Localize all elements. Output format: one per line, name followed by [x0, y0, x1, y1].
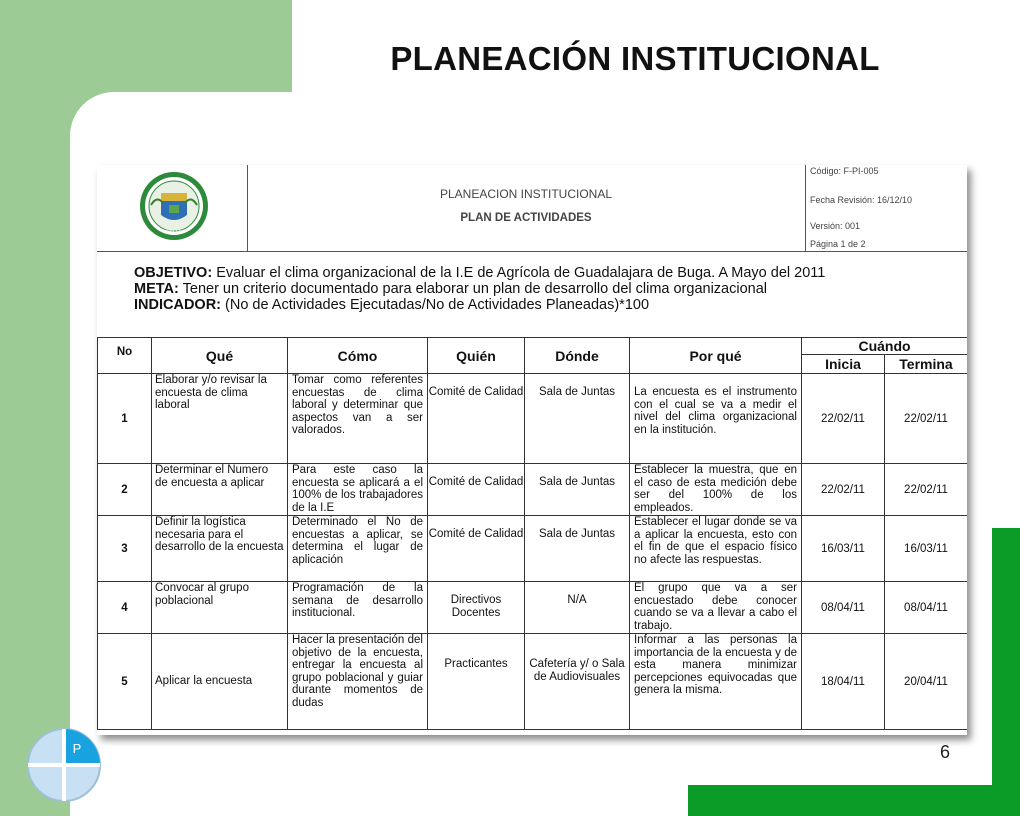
pagina-text: Página 1 de 2	[810, 239, 866, 249]
row-porque: Informar a las personas la importancia de la encuesta y de esta manera minimizar percepciones equivocadas que genera la misma.	[630, 634, 802, 730]
row-porque: El grupo que va a ser encuestado debe conocer cuando se va a llevar a cabo el trabajo.	[630, 582, 802, 634]
row-que: Convocar al grupo poblacional	[152, 582, 288, 634]
seal-bottom-text: VALLE	[166, 229, 182, 235]
document-header	[97, 165, 967, 252]
row-inicia: 22/02/11	[802, 464, 885, 516]
row-no: 1	[98, 374, 152, 464]
row-que: Aplicar la encuesta	[152, 634, 288, 730]
row-quien: Practicantes	[428, 634, 525, 730]
header-meta-cell	[805, 165, 967, 251]
table-row	[98, 516, 968, 582]
row-inicia: 08/04/11	[802, 582, 885, 634]
row-quien: Comité de Calidad	[428, 516, 525, 582]
row-donde: Sala de Juntas	[525, 516, 630, 582]
row-que: Elaborar y/o revisar la encuesta de clima laboral	[152, 374, 288, 464]
header-como: Cómo	[288, 338, 428, 374]
row-quien: Comité de Calidad	[428, 374, 525, 464]
indicador-text: (No de Actividades Ejecutadas/No de Actividades Planeadas)*100	[225, 297, 650, 313]
row-que: Definir la logística necesaria para el desarrollo de la encuesta	[152, 516, 288, 582]
slide-title: PLANEACIÓN INSTITUCIONAL	[390, 40, 880, 77]
row-termina: 22/02/11	[885, 374, 968, 464]
codigo-text: Código: F-PI-005	[810, 166, 879, 176]
table-row	[98, 634, 968, 730]
row-no: 4	[98, 582, 152, 634]
row-como: Tomar como referentes encuestas de clima laboral y determinar que aspectos van a ser valorados.	[288, 374, 428, 464]
row-no: 5	[98, 634, 152, 730]
indicador-line	[134, 297, 825, 313]
row-como: Determinado el No de encuestas a aplicar, se determina el lugar de aplicación	[288, 516, 428, 582]
row-quien: Comité de Calidad	[428, 464, 525, 516]
row-quien: Directivos Docentes	[428, 582, 525, 634]
activities-table	[97, 337, 967, 730]
row-inicia: 18/04/11	[802, 634, 885, 730]
header-que: Qué	[152, 338, 288, 374]
row-porque: Establecer la muestra, que en el caso de esta medición debe ser del 100% de los empleados.	[630, 464, 802, 516]
row-como: Para este caso la encuesta se aplicará a el 100% de los trabajadores de la I.E	[288, 464, 428, 516]
row-donde: N/A	[525, 582, 630, 634]
meta-text: Tener un criterio documentado para elaborar un plan de desarrollo del clima organizacional	[182, 281, 768, 297]
indicador-label: INDICADOR:	[134, 297, 221, 313]
row-porque: La encuesta es el instrumento con el cual se va a medir el nivel del clima organizacional en la institución.	[630, 374, 802, 464]
row-donde: Cafetería y/ o Sala de Audiovisuales	[525, 634, 630, 730]
version-text: Versión: 001	[810, 221, 861, 231]
row-termina: 08/04/11	[885, 582, 968, 634]
header-title-cell	[247, 165, 806, 251]
header-cuando: Cuándo	[802, 338, 968, 355]
header-quien: Quién	[428, 338, 525, 374]
row-no: 2	[98, 464, 152, 516]
objectives-block	[134, 265, 825, 313]
objetivo-line	[134, 265, 825, 281]
table-row	[98, 582, 968, 634]
header-inicia: Inicia	[802, 355, 885, 374]
objetivo-text: Evaluar el clima organizacional de la I.E de Agrícola de Guadalajara de Buga. A Mayo del 2011	[216, 265, 826, 281]
meta-line	[134, 281, 825, 297]
row-como: Hacer la presentación del objetivo de la encuesta, entregar la encuesta al grupo poblacional y guiar durante momentos de dudas	[288, 634, 428, 730]
row-porque: Establecer el lugar donde se va a aplicar la encuesta, esto con el fin de que el espacio físico no afecte las respuestas.	[630, 516, 802, 582]
row-que: Determinar el Numero de encuesta a aplicar	[152, 464, 288, 516]
row-termina: 20/04/11	[885, 634, 968, 730]
row-donde: Sala de Juntas	[525, 374, 630, 464]
header-no: No	[98, 338, 152, 374]
header-termina: Termina	[885, 355, 968, 374]
table-row	[98, 464, 968, 516]
page-number: 6	[940, 742, 951, 762]
logo-circle-icon	[25, 726, 103, 804]
header-subtitle: PLAN DE ACTIVIDADES	[460, 212, 592, 224]
fecha-revision-text: Fecha Revisión: 16/12/10	[810, 195, 913, 205]
document-image	[97, 165, 967, 735]
logo-cell	[97, 165, 248, 251]
row-inicia: 22/02/11	[802, 374, 885, 464]
header-donde: Dónde	[525, 338, 630, 374]
row-inicia: 16/03/11	[802, 516, 885, 582]
row-termina: 16/03/11	[885, 516, 968, 582]
table-row	[98, 374, 968, 464]
row-termina: 22/02/11	[885, 464, 968, 516]
school-seal-logo	[97, 165, 247, 251]
header-porque: Por qué	[630, 338, 802, 374]
objetivo-label: OBJETIVO:	[134, 265, 213, 281]
meta-label: META:	[134, 281, 179, 297]
row-no: 3	[98, 516, 152, 582]
row-como: Programación de la semana de desarrollo institucional.	[288, 582, 428, 634]
row-donde: Sala de Juntas	[525, 464, 630, 516]
logo-letter: P	[72, 741, 82, 756]
header-title: PLANEACION INSTITUCIONAL	[439, 187, 613, 201]
